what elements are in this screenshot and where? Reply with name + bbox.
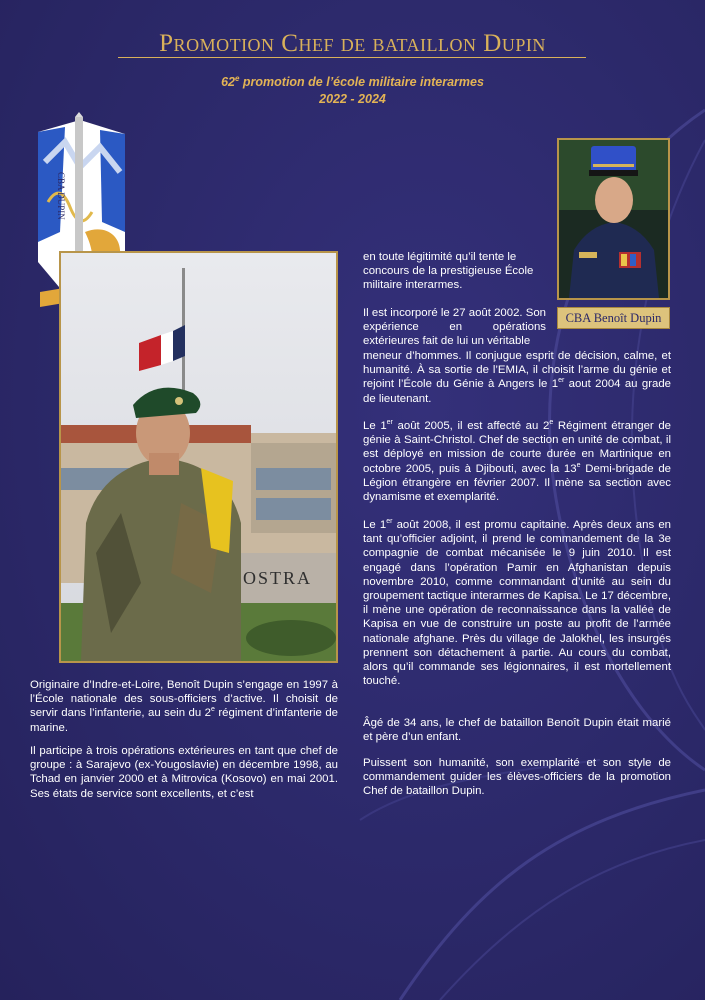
main-photo <box>59 251 338 663</box>
right-paragraph-6: Puissent son humanité, son exemplarité et son style de commandement guider les élèves-officiers de la promotion Chef de bataillon Dupin. <box>363 757 671 798</box>
emblem-text: CBA DUPIN <box>56 172 66 220</box>
right-paragraph-2a: Il est incorporé le 27 août 2002. Son expérience en opérations extérieures fait de lui un véritable <box>363 307 547 348</box>
right-paragraph-3: Le 1er août 2005, il est affecté au 2e Régiment étranger de génie à Saint-Christol. Chef de section en unité de combat, il est déployé en mission de courte durée en Martinique en octobre 2005, puis à Djibouti, avec la 13e Demi-brigade de Légion étrangère en février 2007. Il mène sa section avec dynamisme et exemplarité. <box>363 419 672 504</box>
portrait-photo <box>557 138 670 300</box>
soldier-photo <box>61 253 336 661</box>
right-paragraph-1: en toute légitimité qu’il tente le concours de la prestigieuse École militaire interarmes. <box>363 251 534 292</box>
portrait-image <box>559 140 668 298</box>
promotion-years: 2022 - 2024 <box>319 92 386 106</box>
left-paragraph-1: Originaire d’Indre-et-Loire, Benoît Dupin s’engage en 1997 à l’École nationale des sous-officiers d’active. Il choisit de servir dans l’infanterie, au sein du 2e régiment d’infanterie de marine. <box>30 679 338 734</box>
right-paragraph-2b: meneur d’hommes. Il conjugue esprit de décision, calme, et humanité. À sa sortie de l’EMIA, il choisit l’arme du génie et rejoint l’École du Génie à Angers le 1er aout 2004 au grade de lieutenant. <box>363 350 671 405</box>
left-paragraph-2: Il participe à trois opérations extérieures en tant que chef de groupe : à Sarajevo (ex-Yougoslavie) en décembre 1998, au Tchad en janvier 2000 et à Mitrovica (Kosovo) en mai 2001. Ses états de service sont excellents, et c’est <box>30 745 338 800</box>
right-paragraph-5: Âgé de 34 ans, le chef de bataillon Benoît Dupin était marié et père d’un enfant. <box>363 717 671 744</box>
promotion-subtitle: 62e promotion de l’école militaire interarmes <box>221 74 484 90</box>
portrait-caption: CBA Benoît Dupin <box>557 307 670 329</box>
page-title: Promotion Chef de bataillon Dupin <box>159 30 546 57</box>
sign-text: OSTRA <box>243 568 313 588</box>
right-paragraph-4: Le 1er août 2008, il est promu capitaine. Après deux ans en tant qu’officier adjoint, il prend le commandement de la 3e compagnie de combat mécanisée le 9 juin 2010. Il est engagé dans l’opération Pamir en Afghanistan depuis novembre 2010, comme commandant d’unité au sein du groupement tactique interarmes de Kapisa. Le 17 décembre, il mène une opération de reconnaissance dans la vallée de Kapisa en vue de construire un poste au profit de l’armée nationale afghane. Près du village de Jalokhel, les insurgés prennent son détachement à partie. Au cours du combat, alors qu’il commande ses légionnaires, il est mortellement touché. <box>363 518 671 688</box>
title-underline <box>118 57 586 58</box>
